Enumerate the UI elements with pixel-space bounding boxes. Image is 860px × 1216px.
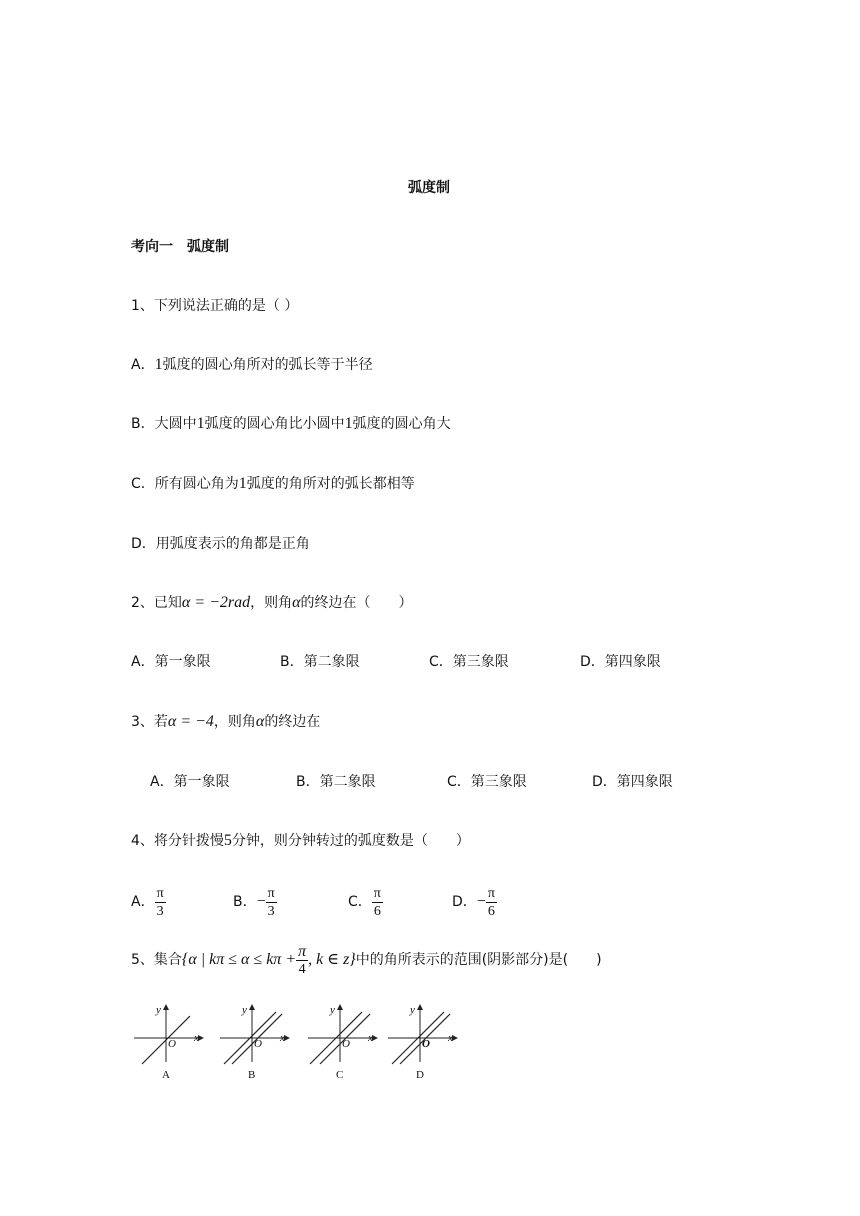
diagram-a-label: A (162, 1069, 170, 1081)
diagram-d-origin: O (422, 1038, 430, 1050)
diagram-c-origin: O (342, 1038, 350, 1050)
q3-end: 的终边在 (264, 714, 321, 730)
diagram-d-y-label: y (410, 1004, 415, 1016)
q3-stem (131, 712, 320, 732)
q4-d-numerator: π (487, 885, 495, 901)
q2-math-alpha-value: α = −2rad (181, 594, 251, 611)
q3-mid: ，则角 (213, 714, 256, 730)
q4-option-c (348, 882, 383, 922)
q4-c-label: C． (348, 894, 372, 910)
q1-option-d: D．用弧度表示的角都是正角 (131, 536, 310, 552)
q2-stem (131, 593, 413, 613)
q4-b-sign: − (256, 893, 266, 910)
q5-numerator: π (298, 942, 307, 960)
q5-set-right: , k ∈ z} (308, 951, 356, 968)
q4-b-numerator: π (267, 885, 275, 901)
q1-c-label: C．所有圆心角为 (131, 476, 239, 492)
q1-option-c (131, 474, 415, 494)
q5-stem (131, 940, 602, 980)
q4-end: 分钟，则分钟转过的弧度数是（ ） (231, 833, 470, 849)
q3-option-b: B．第二象限 (296, 774, 376, 790)
diagram-c-y-label: y (330, 1004, 335, 1016)
q5-end: 中的角所表示的范围(阴影部分)是( ) (355, 952, 602, 968)
q3-options (150, 772, 750, 792)
q4-b-fraction (266, 885, 277, 920)
diagram-d (386, 1002, 466, 1082)
q4-option-b (233, 882, 277, 922)
q4-d-denominator: 6 (487, 903, 495, 919)
q2-math-alpha: α (292, 594, 301, 611)
q1-a-label: A． (131, 357, 155, 373)
q1-stem: 1、下列说法正确的是（ ） (131, 298, 299, 314)
q4-stem (131, 831, 470, 851)
q4-prefix: 4、将分针拨慢 (131, 833, 224, 849)
q1-c-end: 弧度的角所对的弧长都相等 (246, 476, 415, 492)
q1-option-b (131, 414, 451, 434)
q3-math-alpha: α (255, 713, 265, 730)
q5-prefix: 5、集合 (131, 952, 182, 968)
diagram-a-origin: O (168, 1038, 176, 1050)
diagram-d-x-label: x (448, 1032, 453, 1044)
q3-option-d: D．第四象限 (592, 774, 673, 790)
q4-d-sign: − (476, 893, 486, 910)
q4-number: 5 (223, 832, 232, 849)
q3-prefix: 3、若 (131, 714, 168, 730)
diagram-a-x-label: x (194, 1032, 199, 1044)
q4-d-fraction (486, 885, 497, 920)
q2-option-a: A．第一象限 (131, 654, 211, 670)
q2-option-b: B．第二象限 (280, 654, 360, 670)
q1-b-number-2: 1 (344, 415, 353, 432)
diagram-c (306, 1002, 386, 1082)
diagram-c-label: C (336, 1069, 344, 1081)
q3-math-alpha-value: α = −4 (167, 713, 214, 730)
q4-a-label: A． (131, 894, 155, 910)
q1-option-a (131, 355, 373, 375)
q5-denominator: 4 (298, 961, 306, 977)
diagram-b-origin: O (254, 1038, 262, 1050)
q4-a-denominator: 3 (156, 903, 164, 919)
q4-a-numerator: π (156, 885, 164, 901)
diagram-d-label: D (416, 1069, 424, 1081)
diagram-b-label: B (248, 1069, 256, 1081)
q3-option-c: C．第三象限 (447, 774, 527, 790)
q1-a-number: 1 (154, 356, 163, 373)
q5-fraction (296, 943, 308, 978)
q1-b-label: B．大圆中 (131, 416, 197, 432)
diagram-a-y-label: y (156, 1004, 161, 1016)
diagram-c-x-label: x (368, 1032, 373, 1044)
q4-c-numerator: π (373, 885, 381, 901)
q1-b-mid: 弧度的圆心角比小圆中 (204, 416, 345, 432)
diagram-b-x-label: x (280, 1032, 285, 1044)
q4-c-denominator: 6 (373, 903, 381, 919)
section-heading: 考向一 弧度制 (131, 239, 229, 255)
q2-options (131, 652, 731, 672)
q2-mid: ，则角 (250, 595, 293, 611)
diagram-b (218, 1002, 298, 1082)
q5-set-left: {α | kπ ≤ α ≤ kπ + (181, 951, 297, 968)
q1-c-number: 1 (238, 475, 247, 492)
q2-option-d: D．第四象限 (580, 654, 661, 670)
q4-options (131, 882, 731, 922)
q4-b-denominator: 3 (267, 903, 275, 919)
q4-d-label: D． (452, 894, 477, 910)
q2-option-c: C．第三象限 (429, 654, 509, 670)
diagram-b-y-label: y (242, 1004, 247, 1016)
page-title: 弧度制 (408, 180, 450, 196)
q1-b-number: 1 (196, 415, 205, 432)
q4-c-fraction (372, 885, 383, 920)
diagram-a (132, 1002, 212, 1082)
q1-b-end: 弧度的圆心角大 (352, 416, 451, 432)
q4-option-d (452, 882, 497, 922)
q3-option-a: A．第一象限 (150, 774, 230, 790)
q4-b-label: B． (233, 894, 257, 910)
q4-option-a (131, 882, 166, 922)
q2-end: 的终边在（ ） (300, 595, 413, 611)
q4-a-fraction (155, 885, 166, 920)
q2-prefix: 2、已知 (131, 595, 182, 611)
q1-a-text: 弧度的圆心角所对的弧长等于半径 (162, 357, 373, 373)
